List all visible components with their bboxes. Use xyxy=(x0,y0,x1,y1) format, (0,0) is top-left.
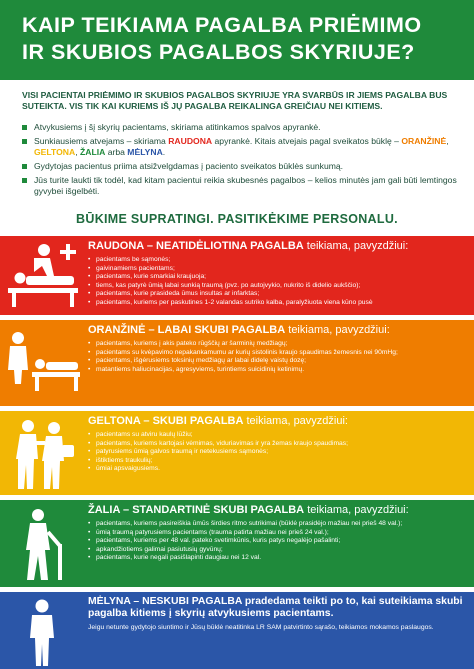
band-yellow-title xyxy=(88,415,468,428)
list-item: • pacientams, išgėrusiems toksinių medžiagų ar labai didelę vaistų dozę; xyxy=(88,357,468,366)
intro-text: VISI PACIENTAI PRIĖMIMO IR SKUBIOS PAGALBOS SKYRIUJE YRA SVARBŪS IR JIEMS PAGALBA BUS SUTEIKTA. VIS TIK KAI KURIEMS IŠ JŲ PAGALBA REIKALINGA GREIČIAU NEI KITIEMS. xyxy=(22,90,448,111)
list-item: • pacientams su atviru kaulų lūžiu; xyxy=(88,431,468,440)
band-green-list xyxy=(88,520,468,563)
list-item: • ūmią traumą patyrusiems pacientams (trauma patirta mažiau nei prieš 24 val.); xyxy=(88,529,468,538)
band-orange-title-bold: ORANŽINĖ – LABAI SKUBI PAGALBA xyxy=(88,324,286,336)
info-bullets xyxy=(22,122,457,200)
band-yellow xyxy=(0,411,474,495)
list-item: • pacientams, kuriems pasireiškia ūmūs širdies ritmo sutrikimai (būklė prasidėjo mažiau nei prieš 48 val.); xyxy=(88,520,468,529)
list-item: • pacientams, kuriems per 48 val. pateko svetimkūnis, kuris patys negalėjo pašalinti; xyxy=(88,537,468,546)
band-yellow-title-bold: GELTONA – SKUBI PAGALBA xyxy=(88,415,244,427)
list-item: • pacientams, kuriems per paskutines 1-2 valandas sutriko kalba, paralyžiuota viena kūno pusė xyxy=(88,299,468,308)
band-green xyxy=(0,500,474,587)
bullet-colors-text: arba xyxy=(105,146,128,157)
bullet-colors-text: Sunkiausiems atvejams – skiriama xyxy=(34,136,169,147)
band-red xyxy=(0,236,474,315)
band-green-title-rest: teikiama, pavyzdžiui: xyxy=(304,504,409,516)
color-word-red: RAUDONA xyxy=(168,136,213,147)
bullet-colors-text: apyrankė. Kitais atvejais pagal sveikatos būklę – xyxy=(212,136,402,147)
list-item: • pacientams, kuriems į akis pateko rūgščių ar šarminių medžiagų; xyxy=(88,340,468,349)
band-red-title-bold: RAUDONA – NEATIDĖLIOTINA PAGALBA xyxy=(88,240,304,252)
list-item: • pacientams, kurie smarkiai kraujuoja; xyxy=(88,273,468,282)
band-red-list xyxy=(88,256,468,308)
band-green-content xyxy=(88,504,468,563)
patient-bed-icon xyxy=(4,326,82,398)
band-yellow-content xyxy=(88,415,468,474)
poster-header xyxy=(0,0,474,80)
color-word-green: ŽALIA xyxy=(80,146,106,157)
list-item: • apkandžiotiems galimai pasiutusių gyvūnų; xyxy=(88,546,468,555)
separator: , xyxy=(446,136,449,147)
motto-text: BŪKIME SUPRATINGI. PASITIKĖKIME PERSONALU. xyxy=(76,212,398,226)
band-yellow-title-rest: teikiama, pavyzdžiui: xyxy=(243,415,348,427)
list-item: • gaivinamiems pacientams; xyxy=(88,265,468,274)
color-word-blue: MĖLYNA xyxy=(127,146,163,157)
band-orange-content xyxy=(88,324,468,374)
list-item: • matantiems haliucinacijas, agresyviems, turintiems suicidinių ketinimų. xyxy=(88,366,468,375)
list-item: • patyrusiems ūmią galvos traumą ir netekusiems sąmonės; xyxy=(88,448,468,457)
standing-person-icon xyxy=(4,598,82,668)
band-orange-title xyxy=(88,324,468,337)
band-green-title xyxy=(88,504,468,517)
band-blue-content xyxy=(88,596,468,632)
resuscitation-icon xyxy=(4,242,82,310)
band-blue xyxy=(0,592,474,669)
bullet-bracelet: Atvykusiems į šį skyrių pacientams, skiriama atitinkamos spalvos apyrankė. xyxy=(22,122,457,133)
bullet-doctor: Gydytojas pacientus priima atsižvelgdamas į paciento sveikatos būklės sunkumą. xyxy=(22,161,457,172)
bullet-waiting: Jūs turite laukti tik todėl, kad kitam pacientui reikia skubesnės pagalbos – kelios minutės jam gali būti lemtingos gyvybei išgelbėti. xyxy=(22,175,457,196)
band-blue-note: Jeigu netunte gydytojo siuntimo ir Jūsų būklė neatitinka LR SAM patvirtinto sąrašo, teikiamos mokamos paslaugos. xyxy=(88,623,434,631)
separator: , xyxy=(75,146,80,157)
list-item: • pacientams, kurie prasideda ūmus insultas ar infarktas; xyxy=(88,290,468,299)
bullet-colors-text: . xyxy=(162,146,166,157)
bullet-colors xyxy=(22,136,457,157)
band-orange xyxy=(0,320,474,406)
list-item: • tiems, kas patyrė ūmią labai sunkią traumą (pvz. po autojvykio, nukrito iš didelio aukščio); xyxy=(88,282,468,291)
band-yellow-list xyxy=(88,431,468,474)
list-item: • pacientams be sąmonės; xyxy=(88,256,468,265)
band-red-content xyxy=(88,240,468,308)
list-item: • pacientams, kuriems kartojasi vėmimas, viduriavimas ir yra žemas kraujo spaudimas; xyxy=(88,440,468,449)
assisted-walking-icon xyxy=(4,417,82,493)
band-red-title xyxy=(88,240,468,253)
band-green-title-bold: ŽALIA – STANDARTINĖ SKUBI PAGALBA xyxy=(88,504,305,516)
band-orange-list xyxy=(88,340,468,374)
list-item: • pacientams su kvėpavimo nepakankamumu ar kurių sistolinis kraujo spaudimas žemesnis nei 90mHg; xyxy=(88,349,468,358)
header-title-line-2: IR SKUBIOS PAGALBOS SKYRIUJE? xyxy=(22,40,415,64)
list-item: • ištiktiems traukulių; xyxy=(88,457,468,466)
header-title-line-1: KAIP TEIKIAMA PAGALBA PRIĖMIMO xyxy=(22,13,422,37)
list-item: • ūmiai apsvaigusiems. xyxy=(88,465,468,474)
band-orange-title-rest: teikiama, pavyzdžiui: xyxy=(285,324,390,336)
color-word-yellow: GELTONA xyxy=(34,146,76,157)
list-item: • pacientams, kurie negali pasišlapinti daugiau nei 12 val. xyxy=(88,554,468,563)
color-word-orange: ORANŽINĖ xyxy=(401,136,447,147)
band-red-title-rest: teikiama, pavyzdžiui: xyxy=(303,240,409,252)
walking-with-cane-icon xyxy=(4,506,82,584)
band-blue-title: MĖLYNA – NESKUBI PAGALBA pradedama teikti po to, kai suteikiama skubi pagalba kitiems į skyrių atvykusiems pacientams. xyxy=(88,596,463,620)
